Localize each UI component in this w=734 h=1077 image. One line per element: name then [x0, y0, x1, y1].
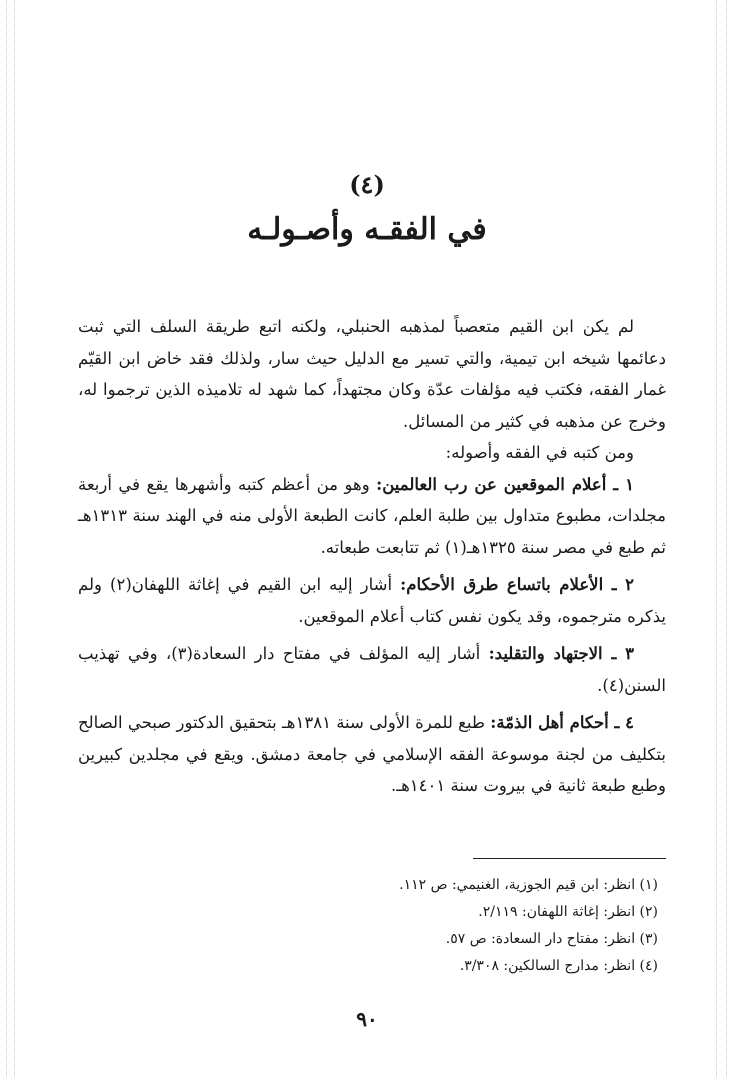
item-text: أشار إليه ابن القيم في إغاثة اللهفان(٢) ولم يذكره مترجموه، وقد يكون نفس كتاب أعلام الموقعين.	[78, 575, 666, 626]
footnote: (٤) انظر: مدارج السالكين: ٣/٣٠٨.	[459, 958, 658, 974]
page-edge-line	[14, 0, 15, 1077]
chapter-number: (٤)	[349, 170, 385, 199]
footnote-separator	[473, 858, 666, 859]
item-title: ١ ـ أعلام الموقعين عن رب العالمين:	[376, 474, 634, 494]
page-edge-line	[726, 0, 727, 1077]
lead-paragraph: ومن كتبه في الفقه وأصوله:	[445, 443, 634, 462]
footnote: (٢) انظر: إغاثة اللهفان: ٢/١١٩.	[478, 904, 658, 920]
chapter-title: في الفقـه وأصـولـه	[247, 212, 487, 247]
footnotes	[78, 872, 666, 980]
footnote: (١) انظر: ابن قيم الجوزية، الغنيمي: ص ١١٢.	[399, 877, 658, 893]
item-title: ٤ ـ أحكام أهل الذمّة:	[490, 713, 634, 732]
list-item	[78, 638, 666, 701]
item-text: طبع للمرة الأولى سنة ١٣٨١هـ بتحقيق الدكتور صبحي الصالح بتكليف من لجنة موسوعة الفقه الإسلامي في جامعة دمشق. ويقع في مجلدين كبيرين وطبع طبعة ثانية في بيروت سنة ١٤٠١هـ.	[78, 713, 666, 795]
list-item	[78, 469, 666, 564]
page-number: ٩٠	[356, 1007, 378, 1031]
page-edge-line	[6, 0, 7, 1077]
list-item	[78, 569, 666, 632]
item-text: وهو من أعظم كتبه وأشهرها يقع في أربعة مجلدات، مطبوع متداول بين طلبة العلم، كانت الطبعة الأولى منه في الهند سنة ١٣١٣هـ ثم طبع في مصر سنة ١٣٢٥هـ(١) ثم تتابعت طبعاته.	[78, 474, 666, 557]
footnote: (٣) انظر: مفتاح دار السعادة: ص ٥٧.	[445, 931, 658, 947]
body-text	[78, 311, 666, 802]
item-title: ٢ ـ الأعلام باتساع طرق الأحكام:	[400, 575, 634, 594]
page-edge-line	[716, 0, 717, 1077]
item-text: أشار إليه المؤلف في مفتاح دار السعادة(٣)، وفي تهذيب السنن(٤).	[78, 644, 666, 695]
item-title: ٣ ـ الاجتهاد والتقليد:	[488, 644, 634, 663]
intro-paragraph: لم يكن ابن القيم متعصباً لمذهبه الحنبلي، ولكنه اتبع طريقة السلف التي ثبت دعائمها شيخه ابن تيمية، والتي تسير مع الدليل حيث سار، ولذلك فقد خاض ابن القيّم غمار الفقه، فكتب فيه مؤلفات عدّة وكان مجتهداً، كما شهد له تلاميذه الذين ترجموا له، وخرج عن مذهبه في كثير من المسائل.	[78, 317, 666, 431]
list-item	[78, 707, 666, 802]
